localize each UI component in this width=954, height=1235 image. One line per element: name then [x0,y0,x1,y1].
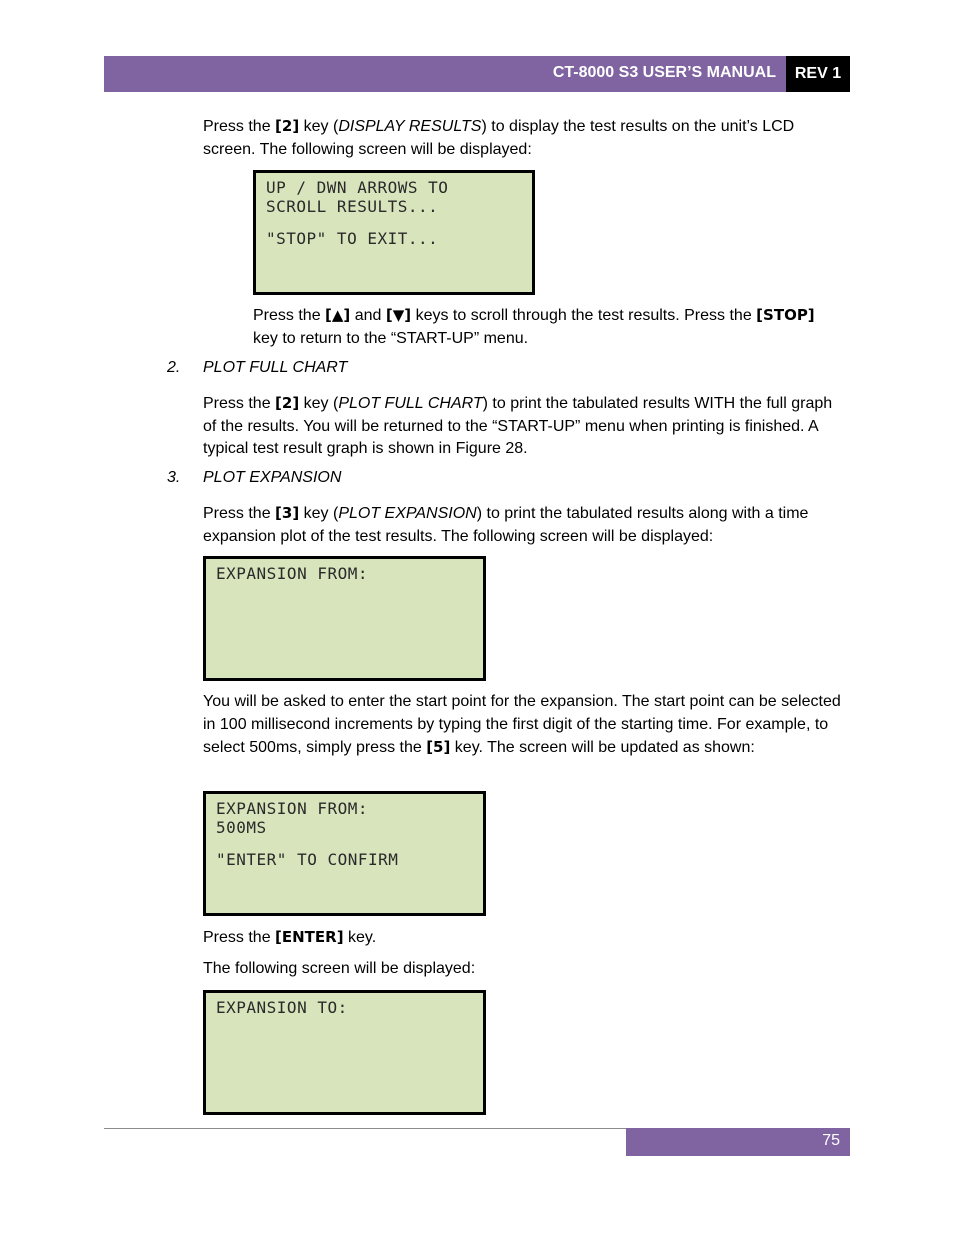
lcd-line: UP / DWN ARROWS TO [266,178,449,197]
item3-text-2: key ( [299,505,339,522]
lcd-line: EXPANSION FROM: [216,799,368,818]
enter-text-2: key. [343,929,377,946]
lcd-screen-expansion-to [203,990,486,1115]
item-number-2: 2. [167,359,181,376]
item3-emphasis: PLOT EXPANSION [338,505,477,522]
lcd-line: 500MS [216,818,267,837]
key-stop: [STOP] [756,306,815,324]
intro-text-1: Press the [203,118,276,135]
key-3: [3] [275,504,300,522]
intro-emphasis: DISPLAY RESULTS [338,118,482,135]
lcd-line: EXPANSION TO: [216,998,348,1017]
lcd-line: SCROLL RESULTS... [266,197,439,216]
scroll-text-2: and [350,307,386,324]
header-bar [104,56,786,92]
scroll-text-4: key to return to the “START-UP” menu. [253,329,529,347]
item-number-3: 3. [167,469,181,486]
lcd-screen-expansion-from [203,556,486,681]
item2-text-3: ) to print the tabulated results WITH the full graph of the results. You will be returned to the “START-UP” menu when printing is finished. A typical test result graph is shown in Figure 28. [203,395,833,457]
lcd-screen-expansion-confirm [203,791,486,916]
intro-text-2: key ( [299,118,339,135]
footer-bar [626,1128,850,1156]
enter-note [203,926,843,950]
item-label-plot-expansion: PLOT EXPANSION [203,469,342,486]
item3-text-1: Press the [203,505,276,522]
key-down-arrow: [▼] [385,306,412,324]
scroll-note [253,304,843,350]
item-label-plot-full-chart: PLOT FULL CHART [203,359,348,376]
item2-emphasis: PLOT FULL CHART [338,395,483,412]
intro-text-3: ) to display the test results on the unit’s LCD screen. The following screen will be displayed: [203,118,795,158]
scroll-text-1: Press the [253,307,326,324]
lcd-screen-scroll [253,170,535,295]
page-number: 75 [822,1132,840,1149]
key-enter: [ENTER] [275,928,344,946]
scroll-text-3: keys to scroll through the test results. Press the [411,307,757,324]
enter-text-1: Press the [203,929,276,946]
item2-text-2: key ( [299,395,339,412]
key-up-arrow: [▲] [325,306,351,324]
intro-paragraph [203,115,843,161]
item3-paragraph [203,502,845,548]
lcd-line: EXPANSION FROM: [216,564,368,583]
manual-title: CT-8000 S3 USER’S MANUAL [552,64,776,81]
item2-text-1: Press the [203,395,276,412]
following-screen-text: The following screen will be displayed: [203,960,476,977]
revision-badge: REV 1 [786,56,850,92]
key-2: [2] [275,117,300,135]
lcd-line: "ENTER" TO CONFIRM [216,850,399,869]
lcd-line: "STOP" TO EXIT... [266,229,439,248]
key-5: [5] [426,738,451,756]
key-2: [2] [275,394,300,412]
item3-text-3: ) to print the tabulated results along with a time expansion plot of the test results. The following screen will be displayed: [203,505,809,545]
start-point-text-2: key. The screen will be updated as shown: [450,739,755,756]
start-point-paragraph [203,691,843,760]
item2-paragraph [203,392,843,461]
start-point-text-1: You will be asked to enter the start point for the expansion. The start point can be selected in 100 millisecond increments by typing the first digit of the starting time. For example, to select 500ms, simply press the [203,693,841,756]
